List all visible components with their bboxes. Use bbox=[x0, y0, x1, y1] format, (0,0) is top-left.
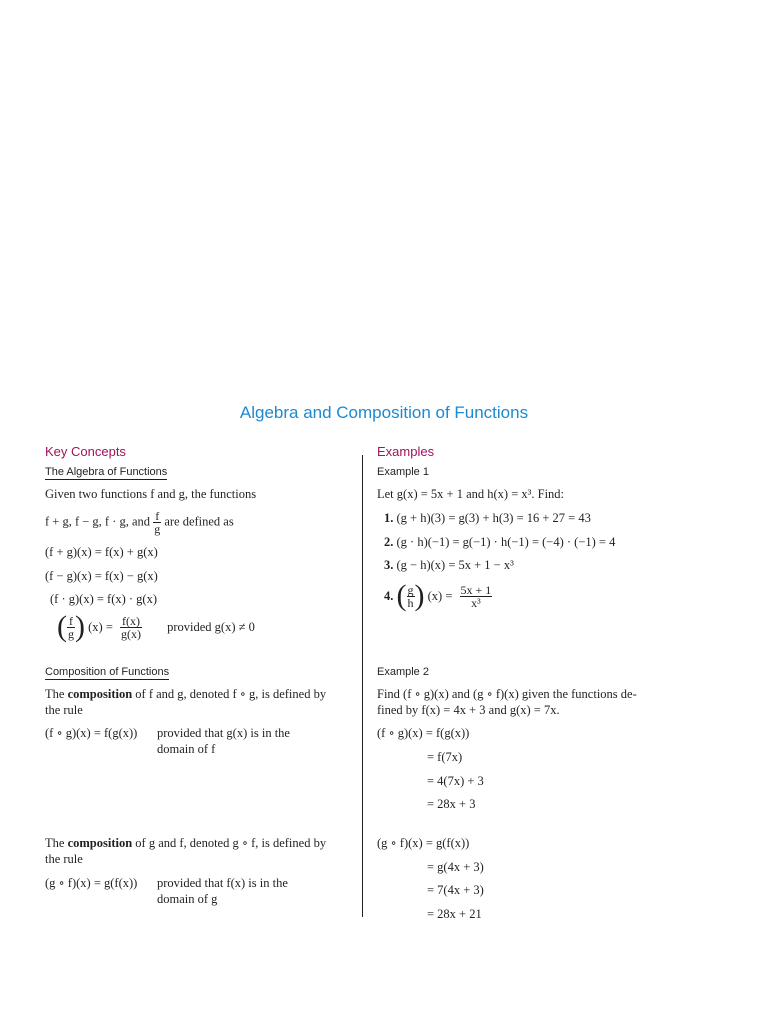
example1-intro: Let g(x) = 5x + 1 and h(x) = x³. Find: bbox=[377, 487, 565, 501]
fog-step-3: = 4(7x) + 3 bbox=[427, 774, 484, 788]
key-concepts-heading: Key Concepts bbox=[45, 444, 126, 459]
algebra-intro-line2a: f + g, f − g, f · g, and bbox=[45, 514, 151, 529]
example2-intro-line2: fined by f(x) = 4x + 3 and g(x) = 7x. bbox=[377, 703, 560, 717]
column-divider bbox=[362, 455, 363, 917]
gof-step-2: = g(4x + 3) bbox=[427, 860, 484, 874]
fog-step-2: = f(7x) bbox=[427, 750, 463, 764]
item-text: (g · h)(−1) = g(−1) · h(−1) = (−4) · (−1) = 4 bbox=[396, 535, 616, 549]
item-number: 4. bbox=[384, 589, 394, 603]
item4-rhs-fraction bbox=[460, 584, 493, 609]
g-over-h-num: g bbox=[407, 582, 414, 597]
composition-rule2-formula: (g ∘ f)(x) = g(f(x)) bbox=[45, 876, 138, 890]
p2-post: of g and f, denoted g ∘ f, is defined by bbox=[135, 836, 327, 850]
left-paren: ( bbox=[396, 579, 407, 612]
algebra-intro-line2b: are defined as bbox=[164, 514, 234, 529]
page-title: Algebra and Composition of Functions bbox=[239, 403, 529, 422]
frac-denominator: g bbox=[154, 522, 161, 536]
quotient-rhs-num: f(x) bbox=[122, 613, 140, 628]
p2-bold: composition bbox=[67, 836, 133, 850]
g-over-h-den: h bbox=[407, 595, 414, 610]
rule-difference: (f − g)(x) = f(x) − g(x) bbox=[45, 569, 158, 583]
example1-item-4 bbox=[384, 581, 492, 617]
quotient-inner-fraction bbox=[67, 615, 75, 640]
item-number: 1. bbox=[384, 511, 394, 525]
gof-step-3: = 7(4x + 3) bbox=[427, 883, 484, 897]
example1-item-2 bbox=[384, 534, 615, 550]
fog-step-4: = 28x + 3 bbox=[427, 797, 476, 811]
composition-paragraph2 bbox=[45, 835, 326, 851]
example1-label: Example 1 bbox=[377, 466, 429, 478]
item-text: (g − h)(x) = 5x + 1 − x³ bbox=[396, 558, 514, 572]
gof-step-4: = 28x + 21 bbox=[427, 907, 482, 921]
quotient-condition: provided g(x) ≠ 0 bbox=[167, 620, 255, 634]
rule-quotient bbox=[57, 612, 255, 648]
p1-bold: composition bbox=[67, 687, 133, 701]
composition-rule2-cond2: domain of g bbox=[157, 892, 218, 906]
rule-sum: (f + g)(x) = f(x) + g(x) bbox=[45, 545, 158, 559]
composition-subheading: Composition of Functions bbox=[45, 666, 170, 678]
composition-rule1-cond2: domain of f bbox=[157, 742, 216, 756]
p2-pre: The bbox=[45, 836, 65, 850]
composition-rule1-cond1: provided that g(x) is in the bbox=[157, 726, 290, 740]
item4-mid: (x) = bbox=[427, 589, 453, 603]
examples-heading: Examples bbox=[377, 444, 435, 459]
composition-paragraph2-line2: the rule bbox=[45, 852, 83, 866]
p1-post: of f and g, denoted f ∘ g, is defined by bbox=[135, 687, 327, 701]
g-over-h-fraction bbox=[407, 584, 415, 609]
p1-pre: The bbox=[45, 687, 65, 701]
example1-item-1 bbox=[384, 510, 591, 526]
example2-label: Example 2 bbox=[377, 666, 429, 678]
composition-paragraph1-line2: the rule bbox=[45, 703, 83, 717]
quotient-inner-num: f bbox=[69, 613, 73, 628]
composition-paragraph1 bbox=[45, 686, 326, 702]
right-paren: ) bbox=[75, 610, 85, 643]
algebra-intro-line1: Given two functions f and g, the functions bbox=[45, 487, 257, 501]
item-text: (g + h)(3) = g(3) + h(3) = 16 + 27 = 43 bbox=[396, 511, 591, 525]
item-number: 3. bbox=[384, 558, 394, 572]
composition-rule2-cond1: provided that f(x) is in the bbox=[157, 876, 288, 890]
rule-product: (f · g)(x) = f(x) · g(x) bbox=[50, 592, 158, 606]
item-number: 2. bbox=[384, 535, 394, 549]
right-paren: ) bbox=[414, 579, 425, 612]
f-over-g-fraction bbox=[153, 510, 161, 535]
frac-numerator: f bbox=[155, 509, 160, 523]
quotient-rhs-den: g(x) bbox=[121, 626, 141, 641]
algebra-subheading: The Algebra of Functions bbox=[45, 466, 168, 478]
algebra-intro-line2 bbox=[45, 510, 234, 535]
item4-rhs-den: x³ bbox=[460, 596, 493, 609]
example1-item-3 bbox=[384, 557, 514, 573]
quotient-mid: (x) = bbox=[88, 620, 113, 634]
fog-step-1: (f ∘ g)(x) = f(g(x)) bbox=[377, 726, 470, 740]
left-paren: ( bbox=[57, 610, 67, 643]
quotient-inner-den: g bbox=[68, 626, 74, 641]
gof-step-1: (g ∘ f)(x) = g(f(x)) bbox=[377, 836, 470, 850]
item4-rhs-num: 5x + 1 bbox=[460, 582, 492, 597]
example2-intro-line1: Find (f ∘ g)(x) and (g ∘ f)(x) given the functions de- bbox=[377, 687, 637, 701]
quotient-rhs-fraction bbox=[120, 615, 142, 640]
composition-rule1-formula: (f ∘ g)(x) = f(g(x)) bbox=[45, 726, 138, 740]
